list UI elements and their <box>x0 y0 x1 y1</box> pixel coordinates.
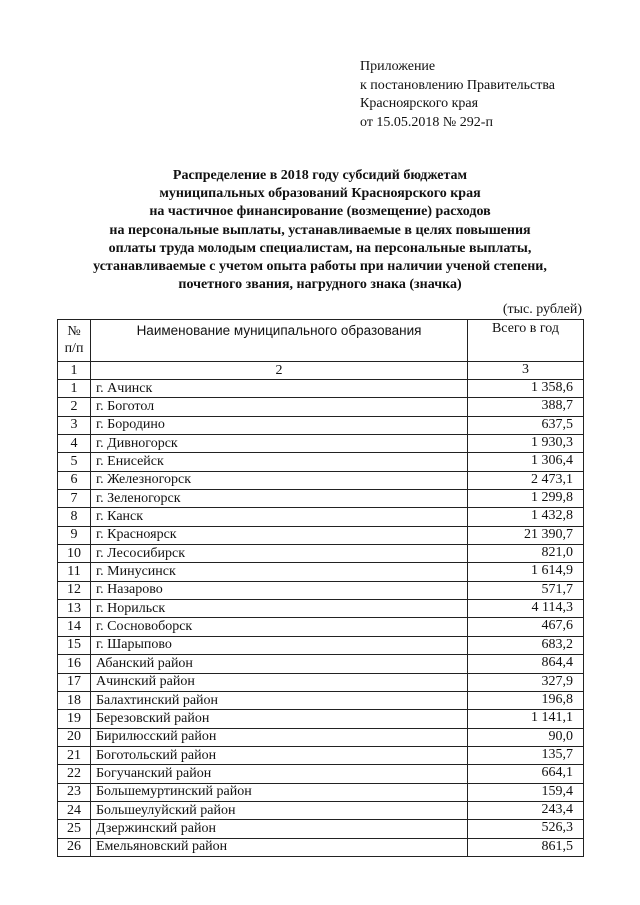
row-number: 19 <box>58 710 91 728</box>
table-row <box>58 765 584 783</box>
header-number-line2: п/п <box>64 341 84 356</box>
row-number: 1 <box>58 380 91 398</box>
row-name: Емельяновский район <box>91 838 468 856</box>
row-value: 1 358,6 <box>468 380 584 398</box>
row-name: Березовский район <box>91 710 468 728</box>
table-row <box>58 435 584 453</box>
row-value: 243,4 <box>468 801 584 819</box>
appendix-line: к постановлению Правительства <box>360 77 556 93</box>
row-value: 637,5 <box>468 416 584 434</box>
table-row <box>58 691 584 709</box>
row-value: 683,2 <box>468 636 584 654</box>
row-value: 571,7 <box>468 581 584 599</box>
row-value: 1 930,3 <box>468 435 584 453</box>
row-name: г. Боготол <box>91 398 468 416</box>
table-row <box>58 820 584 838</box>
title-line: Распределение в 2018 году субсидий бюджетам <box>172 168 468 183</box>
table-row <box>58 416 584 434</box>
appendix-line: Красноярского края <box>360 96 479 111</box>
row-name: Большеулуйский район <box>91 801 468 819</box>
title-line: муниципальных образований Красноярского края <box>159 186 481 202</box>
header-number-line1: № <box>67 324 81 339</box>
row-number: 21 <box>58 746 91 764</box>
column-index-row <box>58 362 584 380</box>
header-name: Наименование муниципального образования <box>91 320 468 362</box>
row-name: Абанский район <box>91 655 468 673</box>
row-value: 1 614,9 <box>468 563 584 581</box>
table-row <box>58 545 584 563</box>
document-title <box>40 167 600 294</box>
row-number: 6 <box>58 471 91 489</box>
units-note: (тыс. рублей) <box>502 302 582 317</box>
row-value: 1 306,4 <box>468 453 584 471</box>
title-line: на частичное финансирование (возмещение) расходов <box>149 204 491 220</box>
row-number: 10 <box>58 545 91 563</box>
row-value: 467,6 <box>468 618 584 636</box>
row-number: 5 <box>58 453 91 471</box>
row-name: г. Лесосибирск <box>91 545 468 563</box>
row-number: 17 <box>58 673 91 691</box>
row-value: 821,0 <box>468 545 584 563</box>
row-name: г. Зеленогорск <box>91 490 468 508</box>
row-number: 20 <box>58 728 91 746</box>
table-row <box>58 636 584 654</box>
row-name: Боготольский район <box>91 746 468 764</box>
row-number: 22 <box>58 765 91 783</box>
title-line: устанавливаемые с учетом опыта работы при наличии ученой степени, <box>93 259 547 275</box>
row-value: 1 299,8 <box>468 490 584 508</box>
row-name: г. Енисейск <box>91 453 468 471</box>
table-row <box>58 746 584 764</box>
row-number: 24 <box>58 801 91 819</box>
row-value: 864,4 <box>468 655 584 673</box>
appendix-line: от 15.05.2018 № 292-п <box>360 114 493 130</box>
table-row <box>58 380 584 398</box>
table-row <box>58 398 584 416</box>
row-number: 25 <box>58 820 91 838</box>
row-name: г. Норильск <box>91 600 468 618</box>
row-name: г. Шарыпово <box>91 636 468 654</box>
row-name: Ачинский район <box>91 673 468 691</box>
table-row <box>58 673 584 691</box>
appendix-note <box>360 58 555 132</box>
row-name: Дзержинский район <box>91 820 468 838</box>
row-name: Большемуртинский район <box>91 783 468 801</box>
row-number: 13 <box>58 600 91 618</box>
row-number: 11 <box>58 563 91 581</box>
row-name: г. Бородино <box>91 416 468 434</box>
table-row <box>58 453 584 471</box>
row-name: г. Ачинск <box>91 380 468 398</box>
row-name: Бирилюсский район <box>91 728 468 746</box>
table-row <box>58 563 584 581</box>
column-index: 1 <box>58 362 91 380</box>
row-number: 4 <box>58 435 91 453</box>
row-name: г. Канск <box>91 508 468 526</box>
row-number: 2 <box>58 398 91 416</box>
subsidy-table <box>57 319 584 857</box>
row-value: 327,9 <box>468 673 584 691</box>
title-line: на персональные выплаты, устанавливаемые в целях повышения <box>109 222 531 238</box>
table-row <box>58 471 584 489</box>
table-row <box>58 508 584 526</box>
table-row <box>58 490 584 508</box>
row-value: 4 114,3 <box>468 600 584 618</box>
row-number: 16 <box>58 655 91 673</box>
row-name: г. Железногорск <box>91 471 468 489</box>
column-index: 3 <box>468 362 584 380</box>
row-value: 196,8 <box>468 691 584 709</box>
table-row <box>58 600 584 618</box>
appendix-line: Приложение <box>360 59 436 74</box>
title-line: оплаты труда молодым специалистам, на персональные выплаты, <box>108 240 532 256</box>
table-row <box>58 838 584 856</box>
row-name: г. Сосновоборск <box>91 618 468 636</box>
row-value: 861,5 <box>468 838 584 856</box>
row-number: 12 <box>58 581 91 599</box>
row-number: 8 <box>58 508 91 526</box>
row-name: г. Назарово <box>91 581 468 599</box>
row-value: 21 390,7 <box>468 526 584 544</box>
row-number: 15 <box>58 636 91 654</box>
row-value: 526,3 <box>468 820 584 838</box>
row-value: 135,7 <box>468 746 584 764</box>
row-value: 90,0 <box>468 728 584 746</box>
row-value: 664,1 <box>468 765 584 783</box>
row-name: Богучанский район <box>91 765 468 783</box>
row-number: 26 <box>58 838 91 856</box>
column-index: 2 <box>91 362 468 380</box>
table-row <box>58 618 584 636</box>
row-number: 9 <box>58 526 91 544</box>
table-row <box>58 801 584 819</box>
row-number: 7 <box>58 490 91 508</box>
table-header-row <box>58 320 584 362</box>
row-name: Балахтинский район <box>91 691 468 709</box>
title-line: почетного звания, нагрудного знака (значка) <box>178 277 462 293</box>
header-total: Всего в год <box>468 320 584 362</box>
row-value: 159,4 <box>468 783 584 801</box>
table-row <box>58 655 584 673</box>
table-row <box>58 581 584 599</box>
row-number: 3 <box>58 416 91 434</box>
row-value: 1 141,1 <box>468 710 584 728</box>
row-number: 23 <box>58 783 91 801</box>
row-name: г. Минусинск <box>91 563 468 581</box>
row-value: 2 473,1 <box>468 471 584 489</box>
row-number: 14 <box>58 618 91 636</box>
row-name: г. Красноярск <box>91 526 468 544</box>
table-row <box>58 783 584 801</box>
header-number <box>58 320 91 362</box>
row-number: 18 <box>58 691 91 709</box>
row-value: 1 432,8 <box>468 508 584 526</box>
row-value: 388,7 <box>468 398 584 416</box>
table-row <box>58 526 584 544</box>
row-name: г. Дивногорск <box>91 435 468 453</box>
table-row <box>58 728 584 746</box>
table-row <box>58 710 584 728</box>
